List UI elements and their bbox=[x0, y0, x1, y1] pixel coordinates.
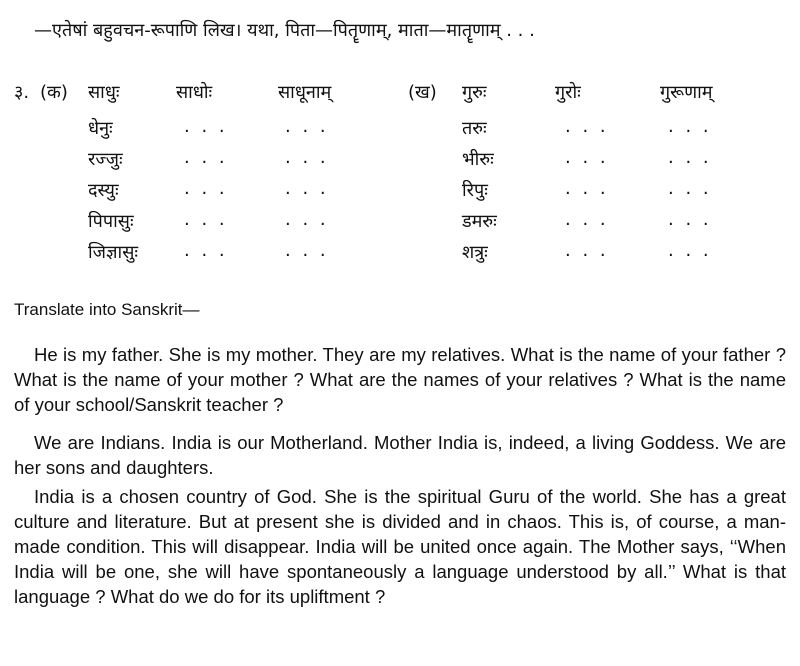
table-row-a-blank: . . . bbox=[184, 178, 228, 199]
table-row-b-blank: . . . bbox=[668, 209, 712, 230]
table-row-a-blank: . . . bbox=[184, 209, 228, 230]
part-a-header-1: साधुः bbox=[88, 82, 120, 103]
table-row-b-blank: . . . bbox=[668, 116, 712, 137]
table-row-a-blank: . . . bbox=[285, 116, 329, 137]
table-row-a-blank: . . . bbox=[184, 116, 228, 137]
table-row-b-word: रिपुः bbox=[462, 180, 488, 201]
instruction-line: —एतेषां बहुवचन-रूपाणि लिख। यथा, पिता—पितॄणाम्, माता—मातॄणाम् . . . bbox=[34, 20, 535, 41]
table-row-b-blank: . . . bbox=[668, 178, 712, 199]
paragraph-family: He is my father. She is my mother. They are my relatives. What is the name of your father ? What is the name of your mother ? What are the names of your relatives ? What is the name of your school/Sanskrit teacher ? bbox=[14, 344, 786, 415]
table-row-a-blank: . . . bbox=[285, 240, 329, 261]
part-b-header-3: गुरूणाम् bbox=[660, 82, 713, 103]
paragraph-indians: We are Indians. India is our Motherland. Mother India is, indeed, a living Goddess. We are her sons and daughters. bbox=[14, 432, 786, 478]
part-a-label: (क) bbox=[40, 82, 68, 103]
table-row-b-blank: . . . bbox=[668, 147, 712, 168]
table-row-a-word: रज्जुः bbox=[88, 149, 123, 170]
table-row-b-blank: . . . bbox=[565, 147, 609, 168]
part-a-header-3: साधूनाम् bbox=[278, 82, 332, 103]
table-row-b-word: डमरुः bbox=[462, 211, 497, 232]
table-row-a-blank: . . . bbox=[184, 240, 228, 261]
table-row-b-blank: . . . bbox=[565, 178, 609, 199]
translate-heading: Translate into Sanskrit— bbox=[14, 300, 200, 319]
table-row-b-word: शत्रुः bbox=[462, 242, 488, 263]
table-row-a-blank: . . . bbox=[184, 147, 228, 168]
table-row-a-word: जिज्ञासुः bbox=[88, 242, 139, 263]
part-b-label: (ख) bbox=[408, 82, 437, 103]
paragraph-india-chosen: India is a chosen country of God. She is the spiritual Guru of the world. She has a great culture and literature. But at present she is divided and in chaos. This is, of course, a man-made condition. This will disappear. India will be united once again. The Mother says, ‘‘When India will be one, she will have spontaneously a language understood by all.’’ What is that language ? What do we do for its upliftment ? bbox=[14, 486, 786, 607]
table-row-b-blank: . . . bbox=[565, 240, 609, 261]
table-row-b-blank: . . . bbox=[565, 116, 609, 137]
part-b-header-2: गुरोः bbox=[555, 82, 581, 103]
table-row-a-blank: . . . bbox=[285, 147, 329, 168]
table-row-a-word: दस्युः bbox=[88, 180, 119, 201]
table-row-b-blank: . . . bbox=[565, 209, 609, 230]
table-row-a-blank: . . . bbox=[285, 178, 329, 199]
part-b-header-1: गुरुः bbox=[462, 82, 487, 103]
table-row-a-word: धेनुः bbox=[88, 118, 113, 139]
exercise-number: ३. bbox=[14, 82, 30, 103]
table-row-a-blank: . . . bbox=[285, 209, 329, 230]
part-a-header-2: साधोः bbox=[176, 82, 213, 103]
table-row-a-word: पिपासुः bbox=[88, 211, 134, 232]
table-row-b-word: तरुः bbox=[462, 118, 487, 139]
table-row-b-blank: . . . bbox=[668, 240, 712, 261]
table-row-b-word: भीरुः bbox=[462, 149, 494, 170]
